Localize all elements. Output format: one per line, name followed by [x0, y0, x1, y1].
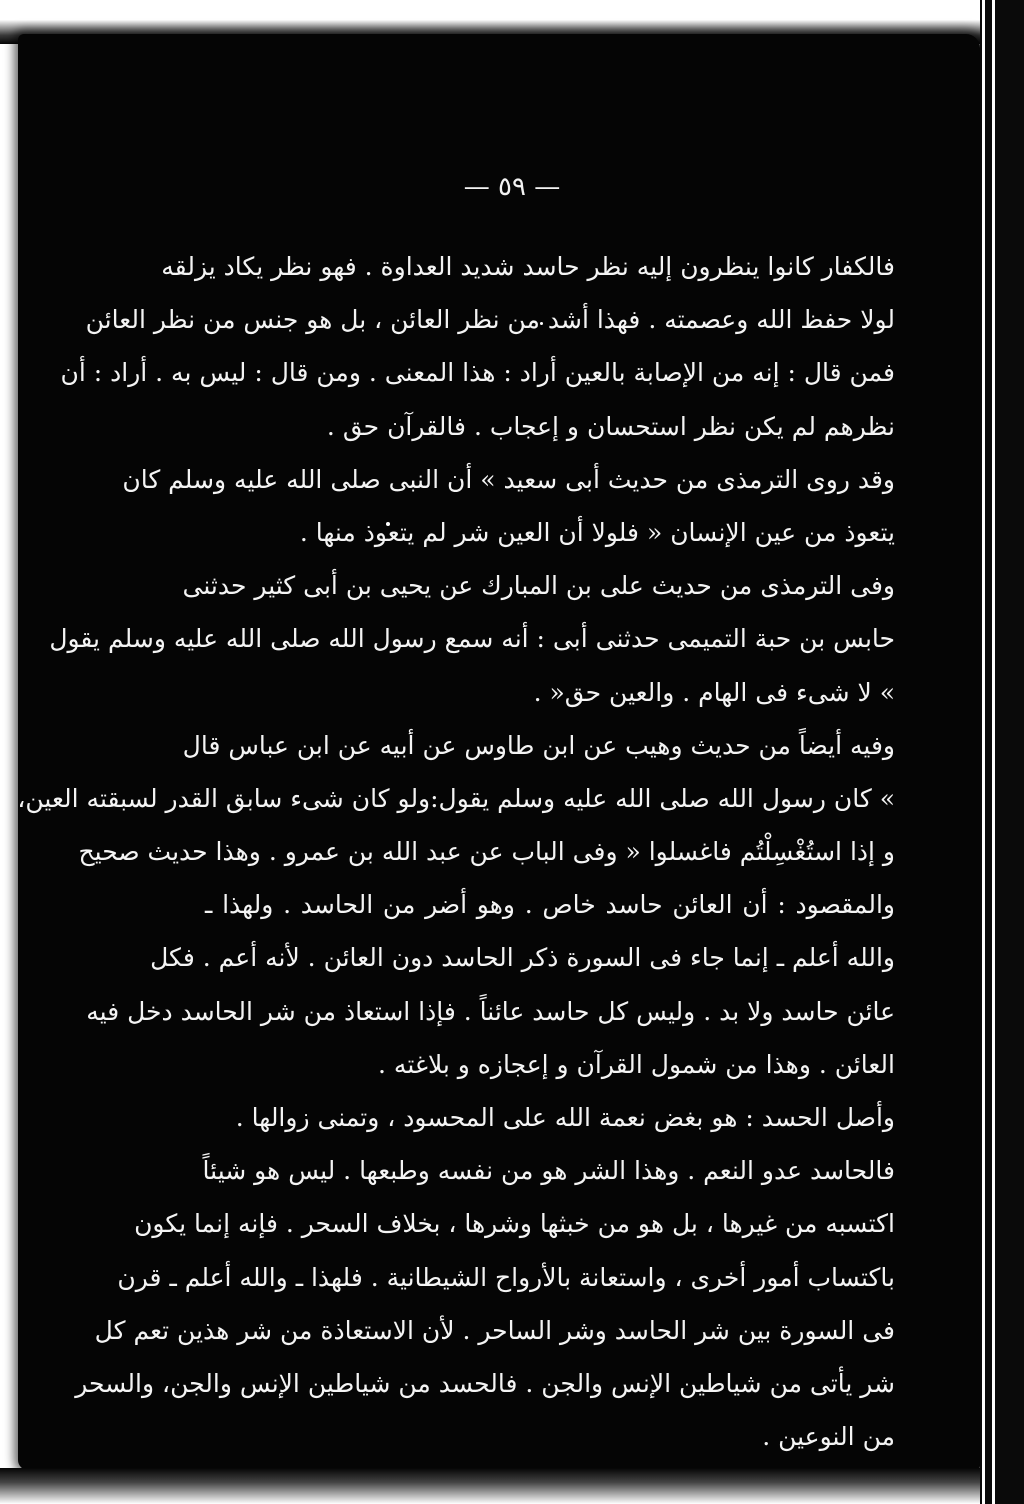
text-line: فى السورة بين شر الحاسد وشر الساحر . لأن الاستعاذة من شر هذين تعم كل: [94, 1315, 895, 1345]
text-line: لولا حفظ الله وعصمته . فهذا أشد من نظر العائن ، بل هو جنس من نظر العائن: [85, 305, 895, 335]
bottom-scan-edge: [0, 1468, 1024, 1504]
text-line: العائن . وهذا من شمول القرآن و إعجازه و بلاغته .: [378, 1049, 895, 1079]
text-line: فالحاسد عدو النعم . وهذا الشر هو من نفسه وطبعها . ليس هو شيئاً: [202, 1156, 895, 1186]
text-line: وفى الترمذى من حديث على بن المبارك عن يحيى بن أبى كثير حدثنى: [182, 571, 895, 601]
text-line: يتعوذ من عين الإنسان « فلولا أن العين شر لم يتعوذ منها .: [299, 517, 895, 547]
edge-line: [982, 0, 985, 1504]
text-line: » لا شىء فى الهام . والعين حق« .: [533, 677, 895, 707]
text-line: نظرهم لم يكن نظر استحسان و إعجاب . فالقرآن حق .: [326, 411, 895, 441]
text-line: والله أعلم ـ إنما جاء فى السورة ذكر الحاسد دون العائن . لأنه أعم . فكل: [150, 943, 895, 973]
text-line: من النوعين .: [762, 1422, 895, 1452]
text-line: و إذا استُغْسِلْتُم فاغسلوا « وفى الباب عن عبد الله بن عمرو . وهذا حديث صحيح: [78, 837, 895, 867]
text-line: باكتساب أمور أخرى ، واستعانة بالأرواح الشيطانية . فلهذا ـ والله أعلم ـ قرن: [117, 1262, 895, 1292]
text-line: وأصل الحسد : هو بغض نعمة الله على المحسود ، وتمنى زوالها .: [235, 1103, 895, 1132]
text-line: شر يأتى من شياطين الإنس والجن . فالحسد من شياطين الإنس والجن، والسحر: [75, 1368, 895, 1398]
text-line: حابس بن حبة التميمى حدثنى أبى : أنه سمع رسول الله صلى الله عليه وسلم يقول: [49, 624, 895, 654]
edge-line: [992, 0, 995, 1504]
text-line: والمقصود : أن العائن حاسد خاص . وهو أضر من الحاسد . ولهذا ـ: [205, 890, 895, 920]
text-line: اكتسبه من غيرها ، بل هو من خبثها وشرها ، بخلاف السحر . فإنه إنما يكون: [134, 1209, 895, 1239]
page-number: — ٥٩ —: [463, 172, 561, 202]
text-line: فمن قال : إنه من الإصابة بالعين أراد : هذا المعنى . ومن قال : ليس به . أراد : أن: [60, 358, 895, 388]
page-text: [17, 240, 895, 1463]
text-line: وفيه أيضاً من حديث وهيب عن ابن طاوس عن أبيه عن ابن عباس قال: [182, 730, 895, 760]
text-line: » كان رسول الله صلى الله عليه وسلم يقول:ولو كان شىء سابق القدر لسبقته العين،: [17, 783, 895, 813]
right-scan-edge: [980, 0, 1024, 1504]
text-line: عائن حاسد ولا بد . وليس كل حاسد عائناً . فإذا استعاذ من شر الحاسد دخل فيه: [86, 996, 895, 1026]
text-line: فالكفار كانوا ينظرون إليه نظر حاسد شديد العداوة . فهو نظر يكاد يزلقه: [161, 252, 895, 281]
text-line: وقد روى الترمذى من حديث أبى سعيد » أن النبى صلى الله عليه وسلم كان: [122, 464, 895, 494]
